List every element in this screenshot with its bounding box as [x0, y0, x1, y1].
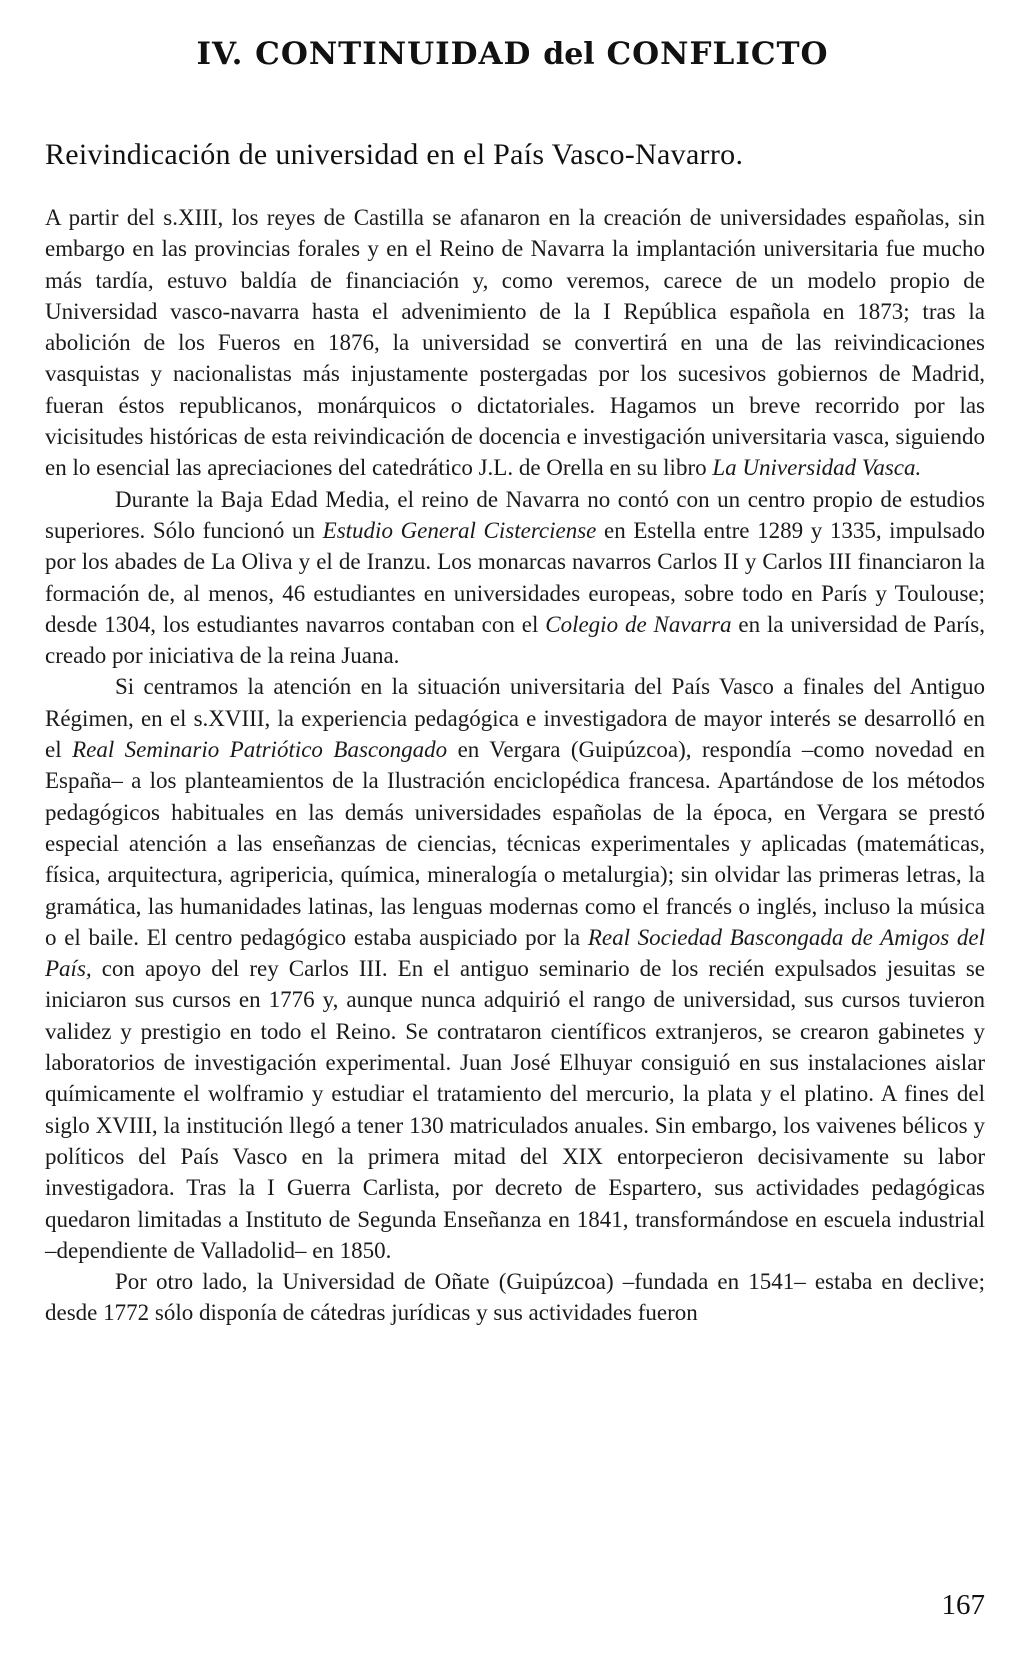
paragraph-4 [45, 1266, 985, 1329]
paragraph-3-text-a: Si centramos la atención en la situación universitaria del País Vasco a finales del Antiguo Régimen, en el s.XVIII, la experiencia pedagógica e investigadora de mayor interés se desarrolló en el [45, 674, 985, 763]
paragraph-1-text: A partir del s.XIII, los reyes de Castilla se afanaron en la creación de universidades españolas, sin embargo en las provincias forales y en el Reino de Navarra la implantación universitaria fue mucho más tardía, estuvo baldía de financiación y, como veremos, carece de un modelo propio de Universidad vasco-navarra hasta el advenimiento de la I República española en 1873; tras la abolición de los Fueros en 1876, la universidad se convertirá en una de las reivindicaciones vasquistas y nacionalistas más injustamente postergadas por los sucesivos gobiernos de Madrid, fueran éstos republicanos, monárquicos o dictatoriales. Hagamos un breve recorrido por las vicisitudes históricas de esta reivindicación de docencia e investigación universitaria vasca, siguiendo en lo esencial las apreciaciones del catedrático J.L. de Orella en su libro [45, 205, 985, 481]
chapter-heading-part3: CONFLICTO [594, 36, 829, 72]
chapter-heading-part1: IV. CONTINUIDAD [196, 36, 544, 72]
paragraph-3 [45, 671, 985, 1266]
chapter-heading-part2: del [543, 37, 595, 72]
paragraph-2-text-c: en la universidad de París, creado por iniciativa de la reina Juana. [45, 611, 985, 669]
paragraph-2-italic-b: Colegio de Navarra [545, 611, 732, 637]
page-number: 167 [941, 1589, 985, 1621]
paragraph-3-italic-a: Real Seminario Patriótico Bascongado [72, 737, 448, 763]
paragraph-2-italic-a: Estudio General Cisterciense [322, 517, 597, 543]
paragraph-2-text-a: Durante la Baja Edad Media, el reino de Navarra no contó con un centro propio de estudios superiores. Sólo funcionó un [45, 486, 985, 543]
paragraph-2-text-b: en Estella entre 1289 y 1335, impulsado por los abades de La Oliva y el de Iranzu. Los monarcas navarros Carlos II y Carlos III financiaron la formación de, al menos, 46 estudiantes en universidades europeas, sobre todo en París y Toulouse; desde 1304, los estudiantes navarros contaban con el [45, 517, 986, 637]
paragraph-4-text: Por otro lado, la Universidad de Oñate (Guipúzcoa) –fundada en 1541– estaba en declive; desde 1772 sólo disponía de cátedras jurídicas y sus actividades fueron [45, 1269, 985, 1326]
paragraph-3-text-b: en Vergara (Guipúzcoa), respondía –como novedad en España– a los planteamientos de la Ilustración enciclopédica francesa. Apartándose de los métodos pedagógicos habituales en las demás universidades españolas de la época, en Vergara se prestó especial atención a las enseñanzas de ciencias, técnicas experimentales y aplicadas (matemáticas, física, arquitectura, agripericia, química, mineralogía o metalurgia); sin olvidar las primeras letras, la gramática, las humanidades latinas, las lenguas modernas como el francés o inglés, incluso la música o el baile. El centro pedagógico estaba auspiciado por la [45, 737, 985, 950]
paragraph-1-italic-title: La Universidad Vasca. [712, 455, 922, 481]
section-title: Reivindicación de universidad en el País Vasco-Navarro. [45, 138, 744, 171]
paragraph-2 [45, 484, 985, 672]
paragraph-3-text-c: con apoyo del rey Carlos III. En el antiguo seminario de los recién expulsados jesuitas se iniciaron sus cursos en 1776 y, aunque nunca adquirió el rango de universidad, sus cursos tuvieron validez y prestigio en todo el Reino. Se contrataron científicos extranjeros, se crearon gabinetes y laboratorios de investigación experimental. Juan José Elhuyar consiguió en sus instalaciones aislar químicamente el wolframio y estudiar el tratamiento del mercurio, la plata y el platino. A fines del siglo XVIII, la institución llegó a tener 130 matriculados anuales. Sin embargo, los vaivenes bélicos y políticos del País Vasco en la primera mitad del XIX entorpecieron decisivamente su labor investigadora. Tras la I Guerra Carlista, por decreto de Espartero, sus actividades pedagógicas quedaron limitadas a Instituto de Segunda Enseñanza en 1841, transformándose en escuela industrial –dependiente de Valladolid– en 1850. [45, 956, 985, 1263]
body-text [45, 202, 985, 1329]
paragraph-3-italic-b: Real Sociedad Bascongada de Amigos del País, [45, 924, 985, 982]
chapter-heading [0, 36, 1025, 72]
paragraph-1 [45, 202, 985, 484]
